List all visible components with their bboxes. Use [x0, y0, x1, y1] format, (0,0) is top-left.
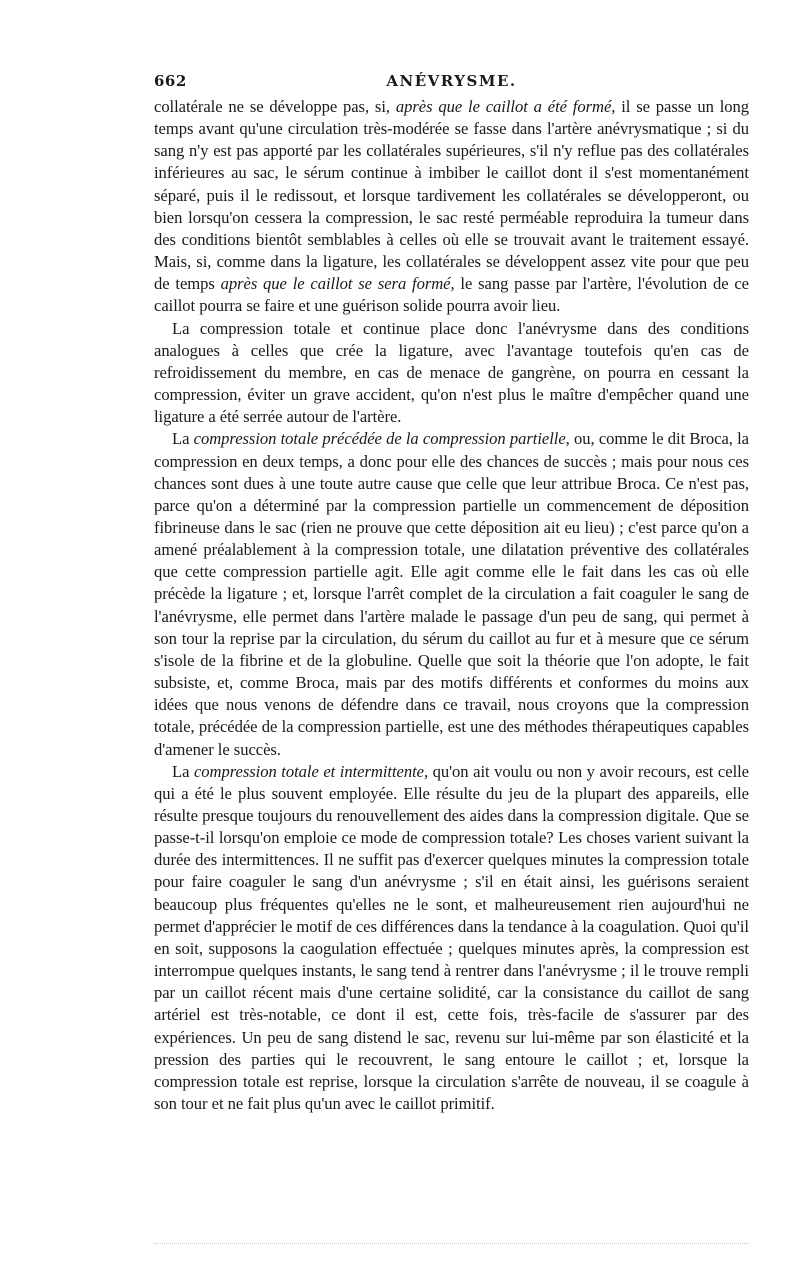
italic-phrase: compression totale et intermittente, — [193, 761, 429, 781]
text-run: La compression totale et continue place donc l'anévrysme dans des conditions analogues à celles que crée la ligature, avec l'avantage toutefois qu'en cas de refroidissement du membre, en cas de menace de gangrène, on pourra en cessant la compression, éviter un grave accident, qu'on n'est plus le maître d'empêcher quand une ligature a été serrée autour de l'artère. — [154, 318, 749, 427]
body-text — [154, 96, 749, 1115]
paragraph — [154, 428, 749, 760]
text-run: collatérale ne se développe pas, si, — [154, 97, 396, 116]
document-page — [154, 70, 749, 1115]
italic-phrase: après que le caillot se sera formé, — [220, 274, 455, 294]
text-run: il se passe un long temps avant qu'une circulation très-modérée se fasse dans l'artère anévrysmatique ; si du sang n'y est pas apporté par les collatérales supérieures, s'il n'y reflue pas des collatérales inférieures au sac, le sérum continue à imbiber le caillot dont il s'est momentanément séparé, puis il le redissout, et lorsque tardivement les collatérales se développeront, ou bien lorsqu'on cessera la compression, le sac resté perméable reproduira la tumeur dans des conditions bientôt semblables à celles où elle se trouvait avant le traitement essayé. Mais, si, comme dans la ligature, les collatérales se développent assez vite pour que peu de temps — [154, 97, 749, 294]
page-number: 662 — [154, 72, 187, 90]
footer-rule — [154, 1243, 749, 1244]
paragraph — [154, 96, 749, 318]
paragraph — [154, 761, 749, 1116]
running-title: ANÉVRYSME. — [386, 72, 517, 90]
text-run: ou, comme le dit Broca, la compression en deux temps, a donc pour elle des chances de succès ; mais pour nous ces chances sont dues à une toute autre cause que celle que leur attribue Broca. Ce n'est pas, parce qu'on a déterminé par la compression partielle un commencement de déposition fibrineuse dans le sac (rien ne prouve que cette déposition ait eu lieu) ; c'est parce qu'on a amené préalablement à la compression totale, une dilatation préventive des collatérales que cette compression partielle agit. Elle agit comme elle le fait dans les cas où elle précède la ligature ; et, lorsque l'arrêt complet de la circulation a fait coaguler le sang de l'anévrysme, elle permet dans l'artère malade le passage d'un peu de sang, qui permet à son tour la reprise par la circulation, du sérum du caillot au fur et à mesure que ce sérum s'isole de la fibrine et de la globuline. Quelle que soit la théorie que l'on adopte, le fait subsiste, et, comme Broca, mais par des motifs différents et conformes du moins aux idées que nous venons de défendre dans ce travail, nous croyons que la compression totale, précédée de la compression partielle, est une des méthodes thérapeutiques capables d'amener le succès. — [154, 429, 749, 759]
paragraph — [154, 318, 749, 429]
italic-phrase: après que le caillot a été formé, — [395, 97, 616, 116]
text-run: qu'on ait voulu ou non y avoir recours, est celle qui a été le plus souvent employée. Elle résulte du jeu de la plupart des appareils, elle résulte presque toujours du renouvellement des aides dans la compression digitale. Que se passe-t-il lorsqu'on emploie ce mode de compression totale? Les choses varient suivant la durée des intermittences. Il ne suffit pas d'exercer quelques minutes la compression totale pour faire coaguler le sang d'un anévrysme ; s'il en était ainsi, les guérisons seraient beaucoup plus fréquentes qu'elles ne le sont, et malheureusement rien aujourd'hui ne permet d'apprécier le motif de ces différences dans la tendance à la coagulation. Quoi qu'il en soit, supposons la caogulation effectuée ; quelques minutes après, la compression est interrompue quelques instants, le sang tend à rentrer dans l'anévrysme ; il le trouve rempli par un caillot récent mais d'une certaine solidité, car la consistance du caillot de sang artériel est très-notable, ce dont il est, cette fois, très-facile de s'assurer par des expériences. Un peu de sang distend le sac, revenu sur lui-même par son élasticité et la pression des parties qui le recouvrent, le sang entoure le caillot ; et, lorsque la compression totale est reprise, lorsque la circulation s'arrête de nouveau, il se coagule à son tour et ne fait plus qu'un avec le caillot primitif. — [154, 761, 749, 1114]
text-run: le sang passe par l'artère, l'évolution de ce caillot pourra se faire et une guérison solide pourra avoir lieu. — [154, 274, 749, 316]
italic-phrase: compression totale précédée de la compression partielle, — [193, 429, 570, 449]
text-run: La — [172, 429, 194, 449]
text-run: La — [172, 761, 194, 781]
page-header — [154, 70, 749, 96]
